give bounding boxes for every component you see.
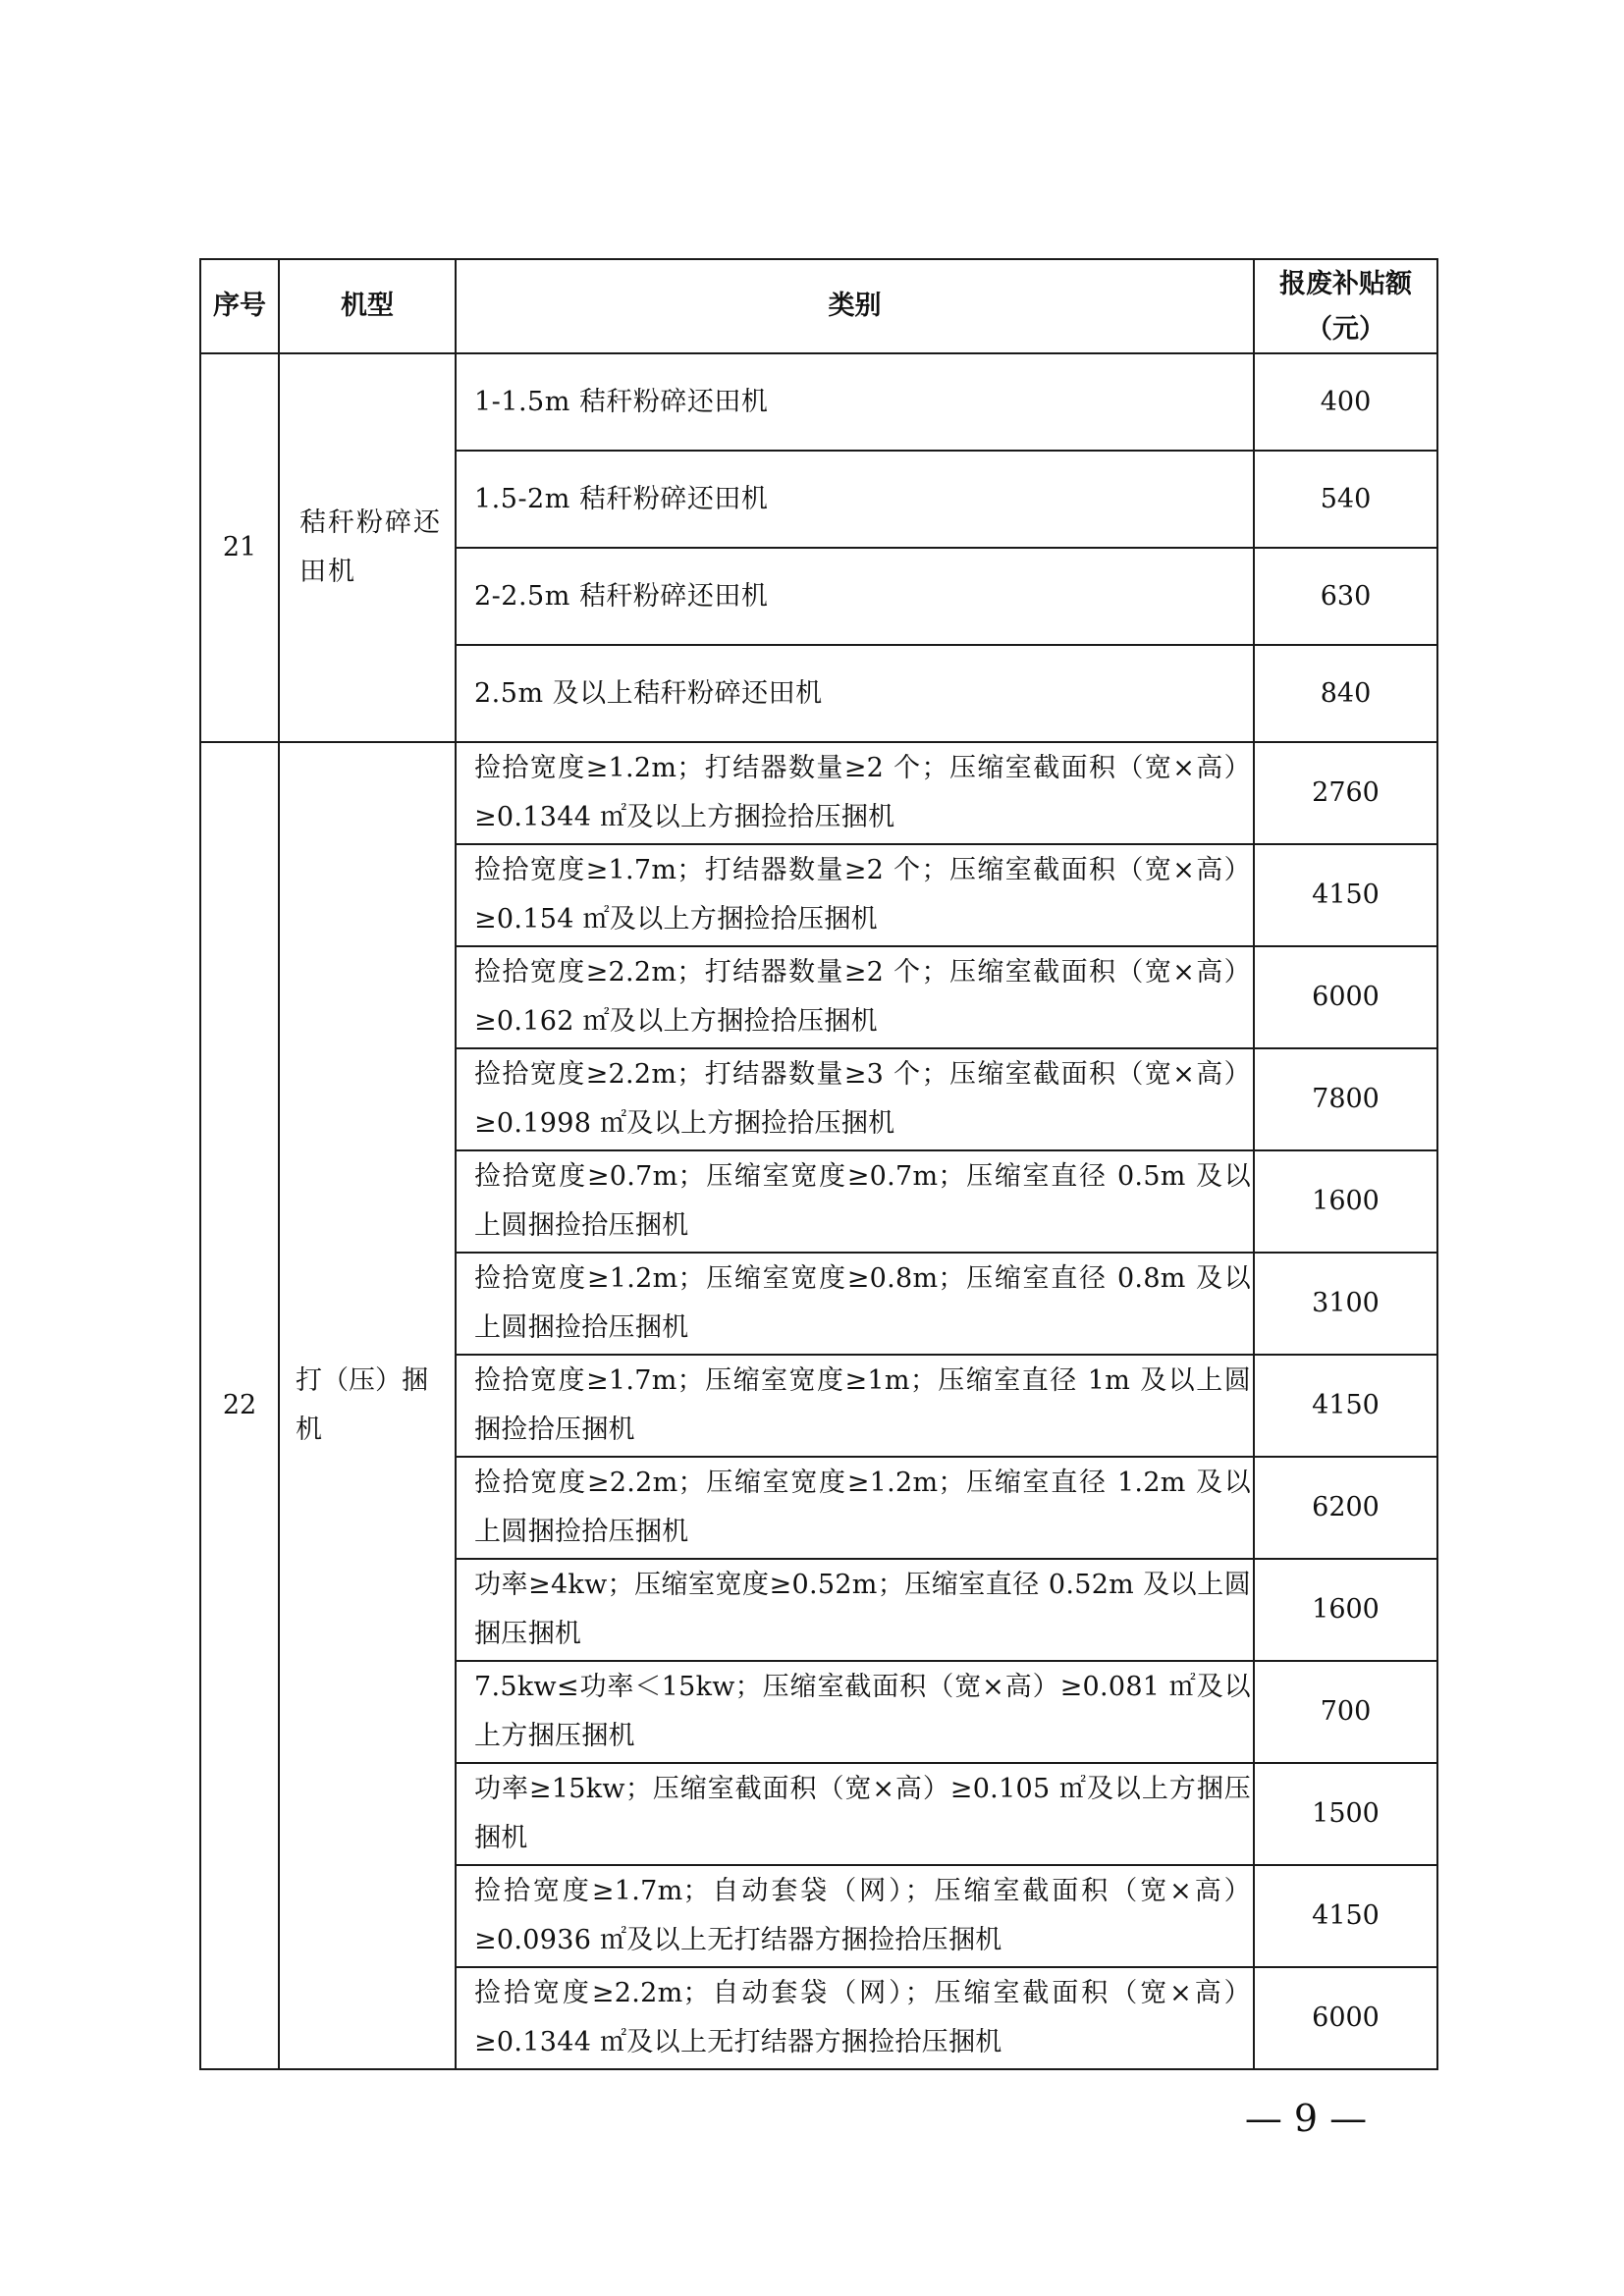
- header-category: 类别: [456, 259, 1254, 353]
- amount-cell: 2760: [1254, 742, 1437, 844]
- amount-cell: 1600: [1254, 1559, 1437, 1661]
- category-cell: 捡拾宽度≥1.7m；自动套袋（网）；压缩室截面积（宽×高）≥0.0936 ㎡及以上无打结器方捆捡拾压捆机: [456, 1865, 1254, 1967]
- category-cell: 2-2.5m 秸秆粉碎还田机: [456, 548, 1254, 645]
- amount-cell: 400: [1254, 353, 1437, 451]
- header-row: [200, 259, 1437, 353]
- category-cell: 7.5kw≤功率＜15kw；压缩室截面积（宽×高）≥0.081 ㎡及以上方捆压捆机: [456, 1661, 1254, 1763]
- amount-cell: 1500: [1254, 1763, 1437, 1865]
- category-cell: 捡拾宽度≥2.2m；打结器数量≥2 个；压缩室截面积（宽×高）≥0.162 ㎡及以上方捆捡拾压捆机: [456, 946, 1254, 1048]
- category-cell: 捡拾宽度≥2.2m；自动套袋（网）；压缩室截面积（宽×高）≥0.1344 ㎡及以上无打结器方捆捡拾压捆机: [456, 1967, 1254, 2069]
- category-cell: 捡拾宽度≥2.2m；打结器数量≥3 个；压缩室截面积（宽×高）≥0.1998 ㎡及以上方捆捡拾压捆机: [456, 1048, 1254, 1150]
- category-cell: 1.5-2m 秸秆粉碎还田机: [456, 451, 1254, 548]
- header-seq: 序号: [200, 259, 279, 353]
- seq-cell: 22: [200, 742, 279, 2069]
- amount-cell: 1600: [1254, 1150, 1437, 1253]
- amount-cell: 6000: [1254, 1967, 1437, 2069]
- subsidy-table: [199, 258, 1438, 2070]
- table-body: [200, 259, 1437, 2069]
- category-cell: 捡拾宽度≥2.2m；压缩室宽度≥1.2m；压缩室直径 1.2m 及以上圆捆捡拾压捆机: [456, 1457, 1254, 1559]
- category-cell: 捡拾宽度≥0.7m；压缩室宽度≥0.7m；压缩室直径 0.5m 及以上圆捆捡拾压捆机: [456, 1150, 1254, 1253]
- amount-cell: 4150: [1254, 1865, 1437, 1967]
- table-row: [200, 742, 1437, 844]
- amount-cell: 630: [1254, 548, 1437, 645]
- model-cell: 打（压）捆机: [279, 742, 456, 2069]
- category-cell: 捡拾宽度≥1.7m；打结器数量≥2 个；压缩室截面积（宽×高）≥0.154 ㎡及以上方捆捡拾压捆机: [456, 844, 1254, 946]
- amount-cell: 840: [1254, 645, 1437, 742]
- header-amount-line2: （元）: [1306, 314, 1385, 345]
- amount-cell: 540: [1254, 451, 1437, 548]
- amount-cell: 700: [1254, 1661, 1437, 1763]
- header-amount: [1254, 259, 1437, 353]
- amount-cell: 7800: [1254, 1048, 1437, 1150]
- model-cell: 秸秆粉碎还田机: [279, 353, 456, 742]
- amount-cell: 4150: [1254, 844, 1437, 946]
- amount-cell: 6200: [1254, 1457, 1437, 1559]
- seq-cell: 21: [200, 353, 279, 742]
- table-row: [200, 353, 1437, 451]
- amount-cell: 4150: [1254, 1355, 1437, 1457]
- category-cell: 功率≥4kw；压缩室宽度≥0.52m；压缩室直径 0.52m 及以上圆捆压捆机: [456, 1559, 1254, 1661]
- category-cell: 捡拾宽度≥1.7m；压缩室宽度≥1m；压缩室直径 1m 及以上圆捆捡拾压捆机: [456, 1355, 1254, 1457]
- category-cell: 2.5m 及以上秸秆粉碎还田机: [456, 645, 1254, 742]
- category-cell: 1-1.5m 秸秆粉碎还田机: [456, 353, 1254, 451]
- category-cell: 功率≥15kw；压缩室截面积（宽×高）≥0.105 ㎡及以上方捆压捆机: [456, 1763, 1254, 1865]
- amount-cell: 3100: [1254, 1253, 1437, 1355]
- header-model: 机型: [279, 259, 456, 353]
- header-amount-line1: 报废补贴额: [1279, 269, 1412, 299]
- category-cell: 捡拾宽度≥1.2m；压缩室宽度≥0.8m；压缩室直径 0.8m 及以上圆捆捡拾压捆机: [456, 1253, 1254, 1355]
- amount-cell: 6000: [1254, 946, 1437, 1048]
- category-cell: 捡拾宽度≥1.2m；打结器数量≥2 个；压缩室截面积（宽×高）≥0.1344 ㎡及以上方捆捡拾压捆机: [456, 742, 1254, 844]
- page-number: — 9 —: [1244, 2097, 1368, 2140]
